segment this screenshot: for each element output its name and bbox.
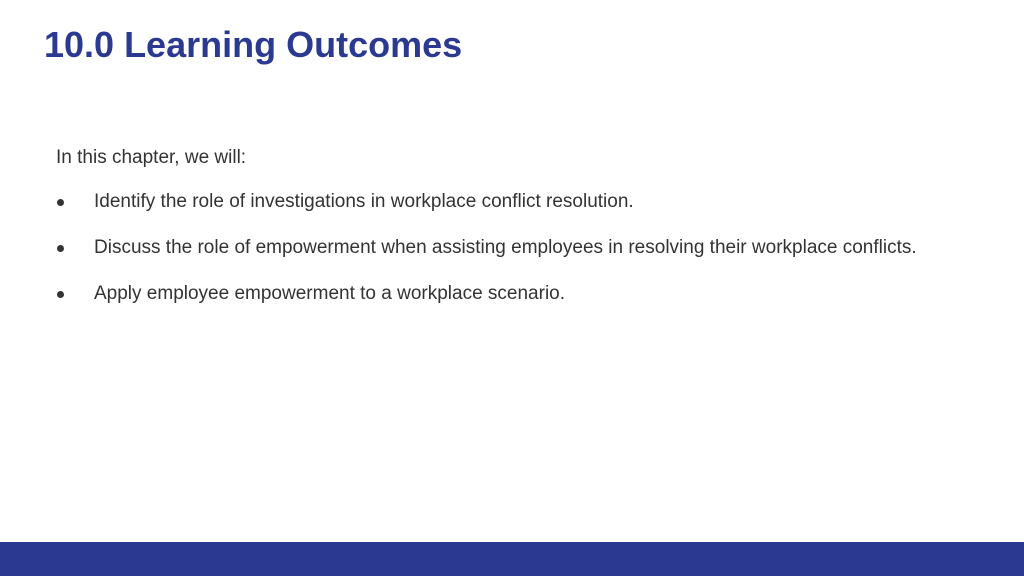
slide-content	[56, 146, 956, 328]
bullet-icon	[57, 199, 64, 206]
list-item	[56, 190, 956, 213]
footer-bar	[0, 542, 1024, 576]
slide-title: 10.0 Learning Outcomes	[44, 24, 463, 65]
list-item-text: Discuss the role of empowerment when assisting employees in resolving their workplace conflicts.	[94, 237, 917, 258]
intro-text: In this chapter, we will:	[56, 147, 247, 168]
bullet-icon	[57, 291, 64, 298]
bullet-icon	[57, 245, 64, 252]
learning-outcomes-list	[56, 190, 956, 305]
list-item-text: Identify the role of investigations in workplace conflict resolution.	[94, 191, 634, 212]
list-item-text: Apply employee empowerment to a workplace scenario.	[94, 283, 566, 304]
list-item	[56, 236, 956, 259]
list-item	[56, 282, 956, 305]
